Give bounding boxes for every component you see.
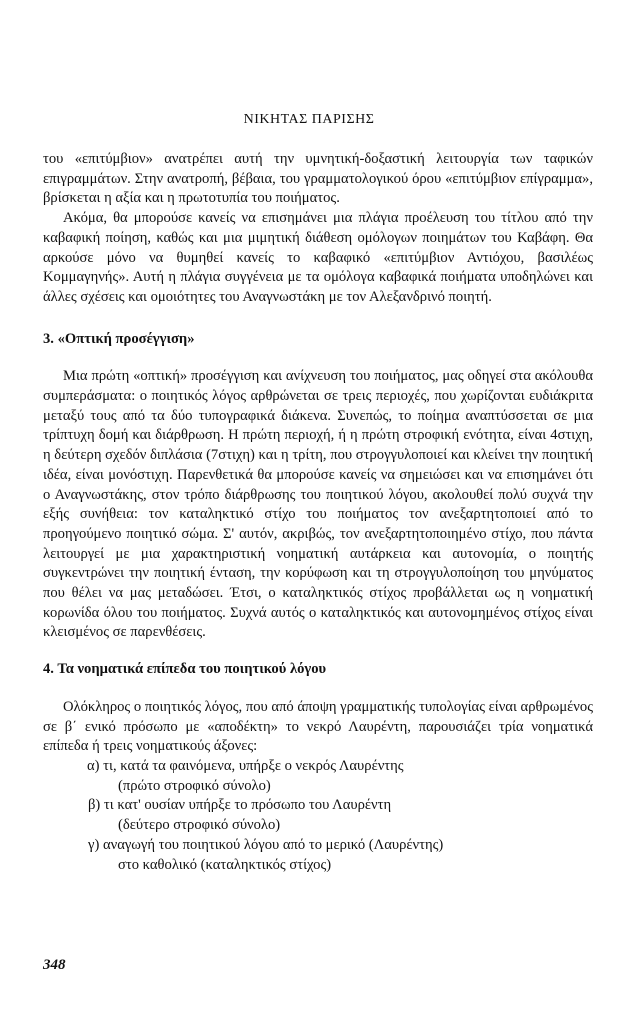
paragraph-continuation: του «επιτύμβιον» ανατρέπει αυτή την υμνητική-δοξαστική λειτουργία των ταφικών επιγραμμάτων. Στην ανατροπή, βέβαια, του γραμματολογικού όρου «επιτύμβιον επίγραμμα», βρίσκεται η αξία και η πρωτοτυπία του ποιήματος. <box>43 151 593 207</box>
section-heading-3: 3. «Οπτική προσέγγιση» <box>43 330 195 347</box>
list-item-note: (πρώτο στροφικό σύνολο) <box>118 777 271 794</box>
paragraph-semantic-levels: Ολόκληρος ο ποιητικός λόγος, που από άποψη γραμματικής τυπολογίας είναι αρθρωμένος σε β΄ ενικό πρόσωπο με «αποδέκτη» το νεκρό Λαυρέντη, παρουσιάζει τρία νοηματικά επίπεδα ή τρεις νοηματικούς άξονες: <box>43 698 593 755</box>
list-item-note: (δεύτερο στροφικό σύνολο) <box>118 817 281 834</box>
paragraph-optical-approach: Μια πρώτη «οπτική» προσέγγιση και ανίχνευση του ποιήματος, μας οδηγεί στα ακόλουθα συμπεράσματα: ο ποιητικός λόγος αρθρώνεται σε τρεις περιοχές, που χωρίζονται ευδιάκριτα μεταξύ τους από τα δύο τυπογραφικά διάκενα. Συνεπώς, το ποίημα αναπτύσσεται σε μια τρίπτυχη δομή και διάρθρωση. Η πρώτη περιοχή, ή η πρώτη στροφική ενότητα, είναι 4στιχη, η δεύτερη σχεδόν διπλάσια (7στιχη) και η τρίτη, που στρογγυλοποιεί και κλείνει την ποιητική ιδέα, είναι μονόστιχη. Παρενθετικά θα μπορούσε κανείς να σημειώσει και να επισημάνει ότι ο Αναγνωστάκης, στον τρόπο διάρθρωσης του ποιητικού λόγου, ακολουθεί πολύ συχνά την εξής συνήθεια: τον καταληκτικό στίχο του ποιήματος τον ανεξαρτητοποιεί από το προηγούμενο ποιητικό σώμα. Σ' αυτόν, ακριβώς, τον ανεξαρτητοποιημένο στίχο, που πάντα λειτουργεί με μια χαρακτηριστική νοηματική αυτάρκεια και αυτονομία, ο ποιητής συγκεντρώνει την ποιητική ένταση, την κορύφωση και τη στρογγυλοποίηση του μηνύματος που θέλει να μας μεταδώσει. Έτσι, ο καταληκτικός στίχος προβάλλεται ως η νοηματική κορωνίδα όλου του ποιήματος. Συχνά αυτός ο καταληκτικός και αυτονομημένος στίχος είναι κλεισμένος σε παρενθέσεις. <box>43 368 593 641</box>
page-body <box>43 150 593 875</box>
list-item: β) τι κατ' ουσίαν υπήρξε το πρόσωπο του Λαυρέντη <box>88 797 392 814</box>
page-number: 348 <box>43 957 66 973</box>
section-heading-4: 4. Τα νοηματικά επίπεδα του ποιητικού λόγου <box>43 661 327 678</box>
paragraph-cavafy: Ακόμα, θα μπορούσε κανείς να επισημάνει μια πλάγια προέλευση του τίτλου από την καβαφική ποίηση, καθώς και μια μιμητική διάθεση ομόλογων ποιημάτων του Καβάφη. Θα αρκούσε μόνο να θυμηθεί κανείς το καβαφικό «επιτύμβιον Αντιόχου, βασιλέως Κομμαγηνής». Αυτή η πλάγια συγγένεια με τα ομόλογα καβαφικά ποιήματα υποδηλώνει και άλλες σχέσεις και ομοιότητες του Αναγνωστάκη με τον Αλεξανδρινό ποιητή. <box>43 210 593 305</box>
list-item-note: στο καθολικό (καταληκτικός στίχος) <box>118 856 332 873</box>
list-item: α) τι, κατά τα φαινόμενα, υπήρξε ο νεκρός Λαυρέντης <box>87 757 404 774</box>
list-item: γ) αναγωγή του ποιητικού λόγου από το μερικό (Λαυρέντης) <box>88 836 444 853</box>
running-header: ΝΙΚΗΤΑΣ ΠΑΡΙΣΗΣ <box>243 112 375 127</box>
semantic-levels-list <box>43 757 593 875</box>
